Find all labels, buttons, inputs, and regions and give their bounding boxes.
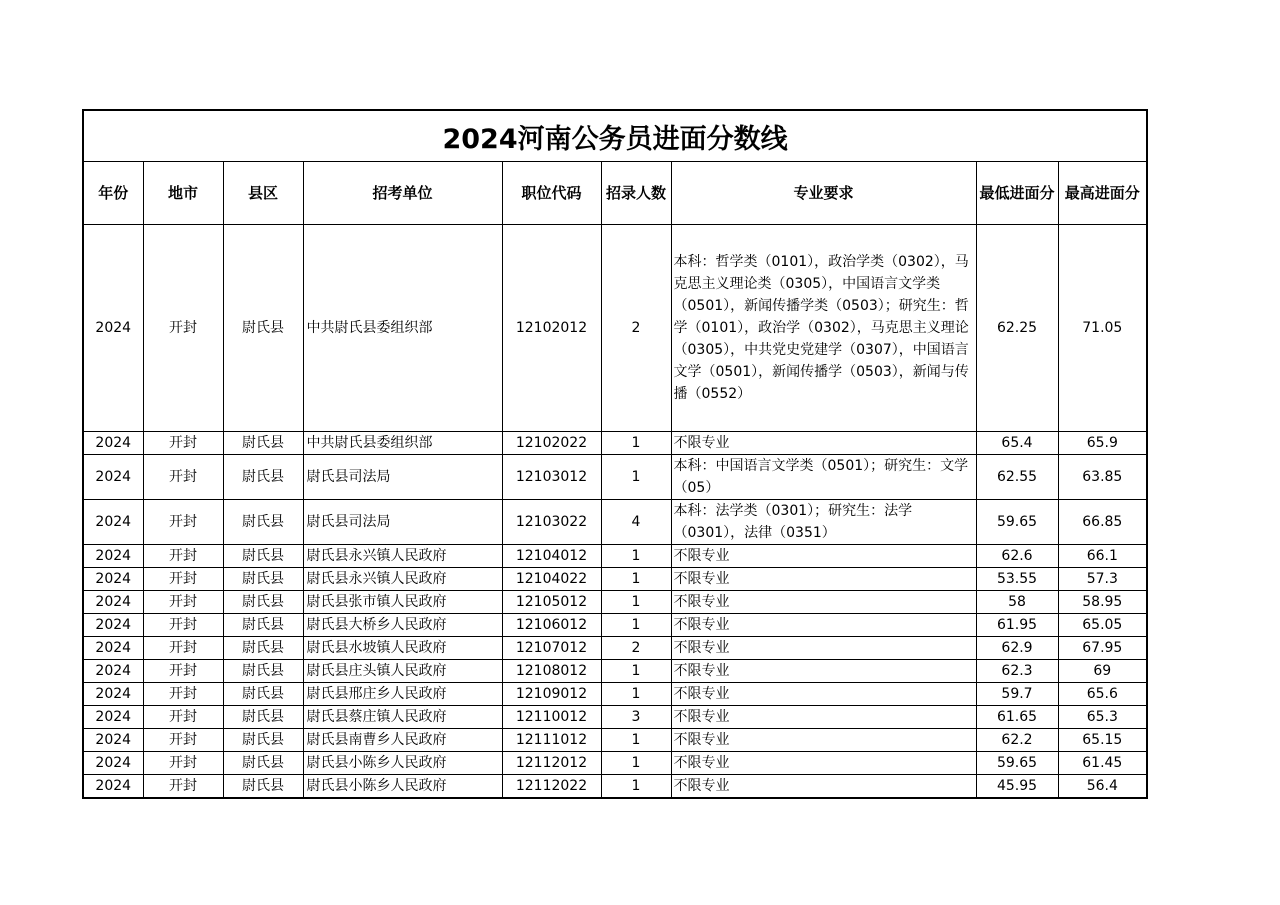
cell-min: 62.3	[976, 660, 1058, 683]
cell-county: 尉氏县	[223, 775, 303, 799]
table-row	[83, 752, 1147, 775]
table-row	[83, 455, 1147, 500]
cell-county: 尉氏县	[223, 729, 303, 752]
cell-max: 57.3	[1058, 568, 1147, 591]
cell-count: 1	[601, 775, 671, 799]
cell-max: 65.05	[1058, 614, 1147, 637]
cell-unit: 尉氏县南曹乡人民政府	[303, 729, 502, 752]
cell-city: 开封	[143, 432, 223, 455]
cell-code: 12105012	[502, 591, 601, 614]
cell-year: 2024	[83, 775, 143, 799]
cell-year: 2024	[83, 729, 143, 752]
cell-unit: 尉氏县大桥乡人民政府	[303, 614, 502, 637]
cell-major: 不限专业	[671, 683, 976, 706]
table-body	[83, 225, 1147, 799]
cell-city: 开封	[143, 775, 223, 799]
cell-min: 59.7	[976, 683, 1058, 706]
cell-code: 12104022	[502, 568, 601, 591]
cell-city: 开封	[143, 591, 223, 614]
cell-count: 1	[601, 545, 671, 568]
cell-unit: 尉氏县永兴镇人民政府	[303, 568, 502, 591]
table-row	[83, 775, 1147, 799]
cell-year: 2024	[83, 568, 143, 591]
cell-max: 58.95	[1058, 591, 1147, 614]
cell-major: 本科：法学类（0301）；研究生：法学（0301），法律（0351）	[671, 500, 976, 545]
cell-county: 尉氏县	[223, 568, 303, 591]
cell-unit: 尉氏县小陈乡人民政府	[303, 752, 502, 775]
cell-code: 12104012	[502, 545, 601, 568]
cell-unit: 尉氏县蔡庄镇人民政府	[303, 706, 502, 729]
cell-major: 不限专业	[671, 637, 976, 660]
cell-max: 67.95	[1058, 637, 1147, 660]
cell-county: 尉氏县	[223, 225, 303, 432]
cell-code: 12107012	[502, 637, 601, 660]
cell-county: 尉氏县	[223, 455, 303, 500]
table-row	[83, 500, 1147, 545]
cell-max: 63.85	[1058, 455, 1147, 500]
cell-county: 尉氏县	[223, 614, 303, 637]
cell-min: 59.65	[976, 752, 1058, 775]
cell-year: 2024	[83, 706, 143, 729]
cell-max: 66.1	[1058, 545, 1147, 568]
cell-code: 12108012	[502, 660, 601, 683]
cell-min: 61.65	[976, 706, 1058, 729]
cell-city: 开封	[143, 545, 223, 568]
cell-major: 不限专业	[671, 568, 976, 591]
cell-county: 尉氏县	[223, 500, 303, 545]
cell-min: 62.55	[976, 455, 1058, 500]
cell-city: 开封	[143, 660, 223, 683]
cell-city: 开封	[143, 568, 223, 591]
cell-max: 69	[1058, 660, 1147, 683]
cell-year: 2024	[83, 545, 143, 568]
cell-county: 尉氏县	[223, 683, 303, 706]
cell-code: 12106012	[502, 614, 601, 637]
cell-unit: 尉氏县司法局	[303, 455, 502, 500]
cell-min: 59.65	[976, 500, 1058, 545]
cell-count: 1	[601, 432, 671, 455]
cell-count: 1	[601, 752, 671, 775]
cell-unit: 尉氏县邢庄乡人民政府	[303, 683, 502, 706]
cell-unit: 中共尉氏县委组织部	[303, 432, 502, 455]
table-row	[83, 591, 1147, 614]
header-city: 地市	[143, 162, 223, 225]
cell-min: 58	[976, 591, 1058, 614]
cell-unit: 尉氏县小陈乡人民政府	[303, 775, 502, 799]
cell-major: 不限专业	[671, 432, 976, 455]
cell-count: 2	[601, 225, 671, 432]
cell-code: 12102022	[502, 432, 601, 455]
cell-city: 开封	[143, 752, 223, 775]
cell-year: 2024	[83, 591, 143, 614]
header-count: 招录人数	[601, 162, 671, 225]
cell-code: 12103012	[502, 455, 601, 500]
cell-county: 尉氏县	[223, 591, 303, 614]
cell-county: 尉氏县	[223, 432, 303, 455]
header-unit: 招考单位	[303, 162, 502, 225]
cell-major: 不限专业	[671, 775, 976, 799]
cell-county: 尉氏县	[223, 660, 303, 683]
cell-code: 12103022	[502, 500, 601, 545]
header-min-score: 最低进面分	[976, 162, 1058, 225]
cell-unit: 中共尉氏县委组织部	[303, 225, 502, 432]
cell-county: 尉氏县	[223, 752, 303, 775]
cell-max: 66.85	[1058, 500, 1147, 545]
cell-max: 65.6	[1058, 683, 1147, 706]
cell-code: 12109012	[502, 683, 601, 706]
cell-county: 尉氏县	[223, 545, 303, 568]
cell-code: 12112022	[502, 775, 601, 799]
cell-count: 1	[601, 455, 671, 500]
cell-city: 开封	[143, 455, 223, 500]
header-major: 专业要求	[671, 162, 976, 225]
cell-max: 61.45	[1058, 752, 1147, 775]
cell-count: 1	[601, 683, 671, 706]
table-row	[83, 683, 1147, 706]
cell-year: 2024	[83, 752, 143, 775]
cell-max: 65.3	[1058, 706, 1147, 729]
cell-year: 2024	[83, 637, 143, 660]
cell-min: 62.25	[976, 225, 1058, 432]
table-row	[83, 660, 1147, 683]
cell-min: 45.95	[976, 775, 1058, 799]
table-row	[83, 706, 1147, 729]
cell-min: 62.9	[976, 637, 1058, 660]
page-title: 2024河南公务员进面分数线	[83, 110, 1147, 162]
cell-year: 2024	[83, 683, 143, 706]
cell-unit: 尉氏县张市镇人民政府	[303, 591, 502, 614]
cell-year: 2024	[83, 660, 143, 683]
cell-count: 1	[601, 614, 671, 637]
cell-county: 尉氏县	[223, 637, 303, 660]
table-row	[83, 568, 1147, 591]
cell-min: 62.2	[976, 729, 1058, 752]
table-row	[83, 545, 1147, 568]
header-code: 职位代码	[502, 162, 601, 225]
cell-max: 56.4	[1058, 775, 1147, 799]
cell-city: 开封	[143, 729, 223, 752]
cell-major: 不限专业	[671, 706, 976, 729]
table-row	[83, 432, 1147, 455]
header-row	[83, 162, 1147, 225]
cell-year: 2024	[83, 614, 143, 637]
cell-major: 不限专业	[671, 660, 976, 683]
cell-min: 65.4	[976, 432, 1058, 455]
cell-year: 2024	[83, 455, 143, 500]
cell-min: 53.55	[976, 568, 1058, 591]
cell-unit: 尉氏县水坡镇人民政府	[303, 637, 502, 660]
cell-major: 不限专业	[671, 729, 976, 752]
cell-code: 12102012	[502, 225, 601, 432]
cell-max: 65.15	[1058, 729, 1147, 752]
cell-city: 开封	[143, 225, 223, 432]
cell-city: 开封	[143, 500, 223, 545]
table-row	[83, 729, 1147, 752]
cell-major: 不限专业	[671, 614, 976, 637]
header-county: 县区	[223, 162, 303, 225]
cell-count: 2	[601, 637, 671, 660]
header-max-score: 最高进面分	[1058, 162, 1147, 225]
cell-count: 4	[601, 500, 671, 545]
cell-major: 本科：哲学类（0101），政治学类（0302），马克思主义理论类（0305），中国语言文学类（0501），新闻传播学类（0503）；研究生：哲学（0101），政治学（0302），马克思主义理论（0305），中共党史党建学（0307），中国语言文学（0501），新闻传播学（0503），新闻与传播（0552）	[671, 225, 976, 432]
cell-count: 1	[601, 660, 671, 683]
cell-unit: 尉氏县司法局	[303, 500, 502, 545]
cell-min: 62.6	[976, 545, 1058, 568]
cell-unit: 尉氏县庄头镇人民政府	[303, 660, 502, 683]
header-year: 年份	[83, 162, 143, 225]
table-row	[83, 614, 1147, 637]
cell-max: 71.05	[1058, 225, 1147, 432]
cell-count: 3	[601, 706, 671, 729]
cell-major: 不限专业	[671, 545, 976, 568]
table-row	[83, 637, 1147, 660]
cell-code: 12111012	[502, 729, 601, 752]
cell-count: 1	[601, 568, 671, 591]
cell-city: 开封	[143, 637, 223, 660]
cell-code: 12112012	[502, 752, 601, 775]
table-row	[83, 225, 1147, 432]
cell-city: 开封	[143, 614, 223, 637]
cell-year: 2024	[83, 500, 143, 545]
cell-major: 不限专业	[671, 591, 976, 614]
cell-city: 开封	[143, 683, 223, 706]
cell-count: 1	[601, 591, 671, 614]
cell-unit: 尉氏县永兴镇人民政府	[303, 545, 502, 568]
cell-major: 不限专业	[671, 752, 976, 775]
cell-year: 2024	[83, 225, 143, 432]
cell-count: 1	[601, 729, 671, 752]
cell-year: 2024	[83, 432, 143, 455]
cell-code: 12110012	[502, 706, 601, 729]
score-table	[82, 109, 1148, 799]
cell-city: 开封	[143, 706, 223, 729]
cell-max: 65.9	[1058, 432, 1147, 455]
cell-county: 尉氏县	[223, 706, 303, 729]
cell-major: 本科：中国语言文学类（0501）；研究生：文学（05）	[671, 455, 976, 500]
cell-min: 61.95	[976, 614, 1058, 637]
